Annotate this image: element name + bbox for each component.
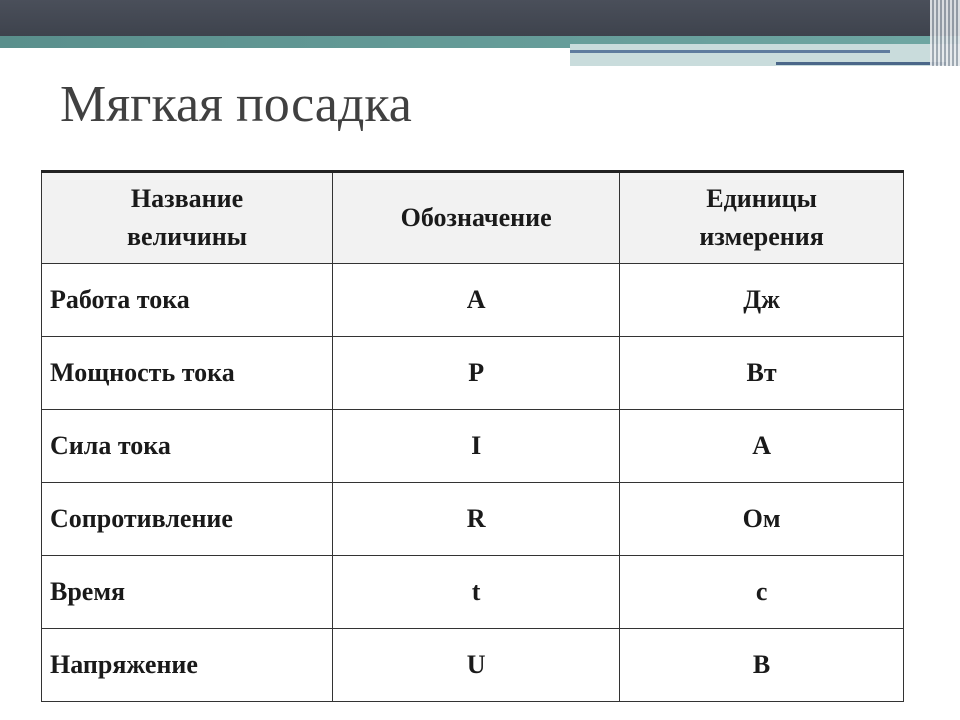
table-row: [42, 483, 904, 556]
quantity-symbol: U: [333, 629, 620, 702]
top-decor-band: [0, 0, 960, 36]
quantity-unit: А: [620, 410, 904, 483]
table-row: [42, 629, 904, 702]
quantities-table: [41, 170, 904, 702]
quantity-unit: Дж: [620, 264, 904, 337]
table-row: [42, 410, 904, 483]
quantity-unit: В: [620, 629, 904, 702]
quantity-unit: Вт: [620, 337, 904, 410]
quantity-symbol: P: [333, 337, 620, 410]
accent-line: [570, 50, 890, 53]
header-name: [42, 172, 333, 264]
slide-title: Мягкая посадка: [60, 76, 412, 133]
header-symbol: [333, 172, 620, 264]
quantity-name: Мощность тока: [42, 337, 333, 410]
accent-line: [776, 62, 946, 65]
header-unit-line: измерения: [699, 222, 824, 251]
table-row: [42, 337, 904, 410]
quantity-name: Сопротивление: [42, 483, 333, 556]
quantity-symbol: R: [333, 483, 620, 556]
table-row: [42, 264, 904, 337]
quantity-unit: Ом: [620, 483, 904, 556]
quantity-unit: с: [620, 556, 904, 629]
table-header-row: [42, 172, 904, 264]
header-name-line: Название: [130, 184, 244, 213]
quantity-name: Сила тока: [42, 410, 333, 483]
quantity-name: Время: [42, 556, 333, 629]
header-name-line: величины: [127, 222, 248, 251]
quantity-symbol: A: [333, 264, 620, 337]
quantity-name: Работа тока: [42, 264, 333, 337]
stripe-decor: [930, 0, 960, 66]
quantity-symbol: I: [333, 410, 620, 483]
quantity-name: Напряжение: [42, 629, 333, 702]
header-unit: [620, 172, 904, 264]
header-symbol-line: Обозначение: [400, 203, 552, 232]
table-row: [42, 556, 904, 629]
header-unit-line: Единицы: [706, 184, 817, 213]
quantity-symbol: t: [333, 556, 620, 629]
